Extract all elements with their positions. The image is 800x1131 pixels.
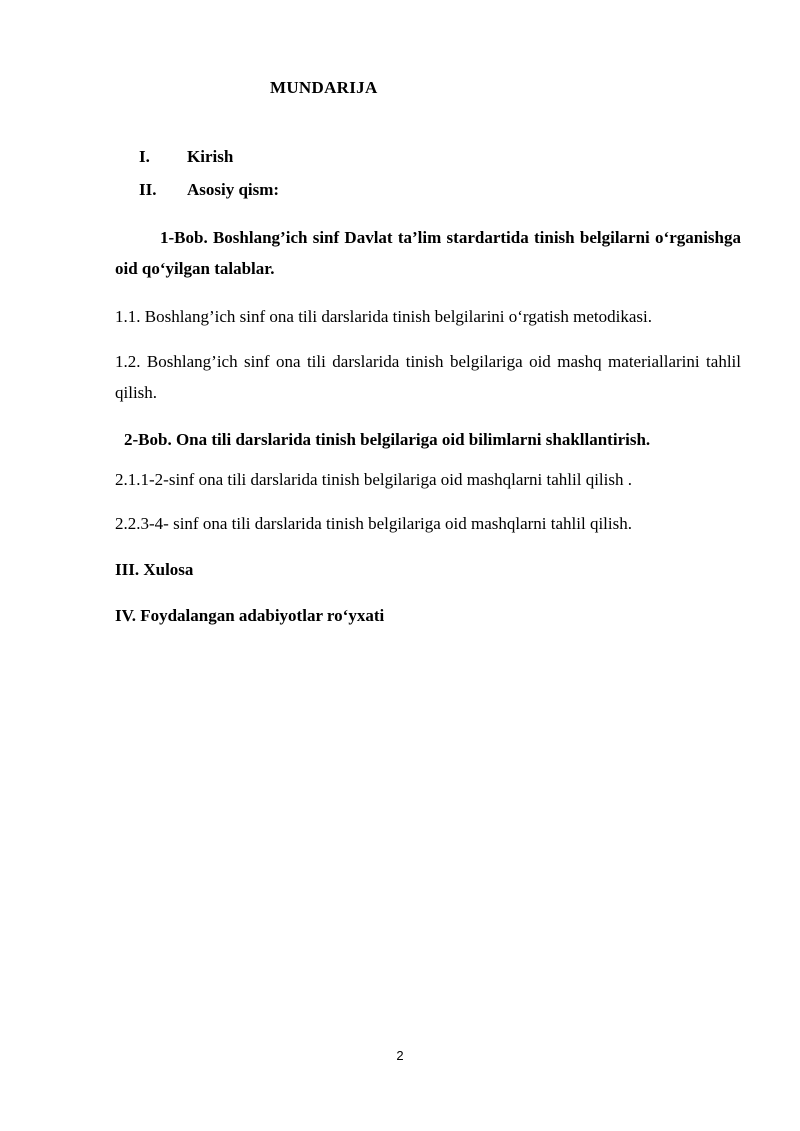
- toc-entry-introduction: [139, 147, 233, 167]
- page-number: 2: [396, 1048, 404, 1063]
- toc-references: IV. Foydalangan adabiyotlar ro‘yxati: [115, 606, 385, 625]
- toc-entry-number: II.: [139, 180, 157, 199]
- toc-chapter-2: 2-Bob. Ona tili darslarida tinish belgilariga oid bilimlarni shakllantirish.: [124, 430, 651, 449]
- toc-chapter-1: 1-Bob. Boshlang’ich sinf Davlat ta’lim stardartida tinish belgilarni o‘rganishga oid qo‘yilgan talablar.: [115, 228, 741, 278]
- toc-item-1-1: 1.1. Boshlang’ich sinf ona tili darslarida tinish belgilarini o‘rgatish metodikasi.: [115, 307, 652, 326]
- toc-item-2-1: 2.1.1-2-sinf ona tili darslarida tinish belgilariga oid mashqlarni tahlil qilish .: [115, 470, 632, 489]
- page-title: MUNDARIJA: [270, 78, 378, 97]
- toc-entry-label: Kirish: [187, 147, 234, 166]
- toc-conclusion: III. Xulosa: [115, 560, 194, 579]
- toc-item-2-2: 2.2.3-4- sinf ona tili darslarida tinish belgilariga oid mashqlarni tahlil qilish.: [115, 514, 632, 533]
- toc-entry-label: Asosiy qism:: [187, 180, 280, 199]
- toc-item-1-2: 1.2. Boshlang’ich sinf ona tili darslarida tinish belgilariga oid mashq materiallarini tahlil qilish.: [115, 352, 741, 402]
- toc-entry-main-part: [139, 180, 279, 200]
- toc-entry-number: I.: [139, 147, 150, 166]
